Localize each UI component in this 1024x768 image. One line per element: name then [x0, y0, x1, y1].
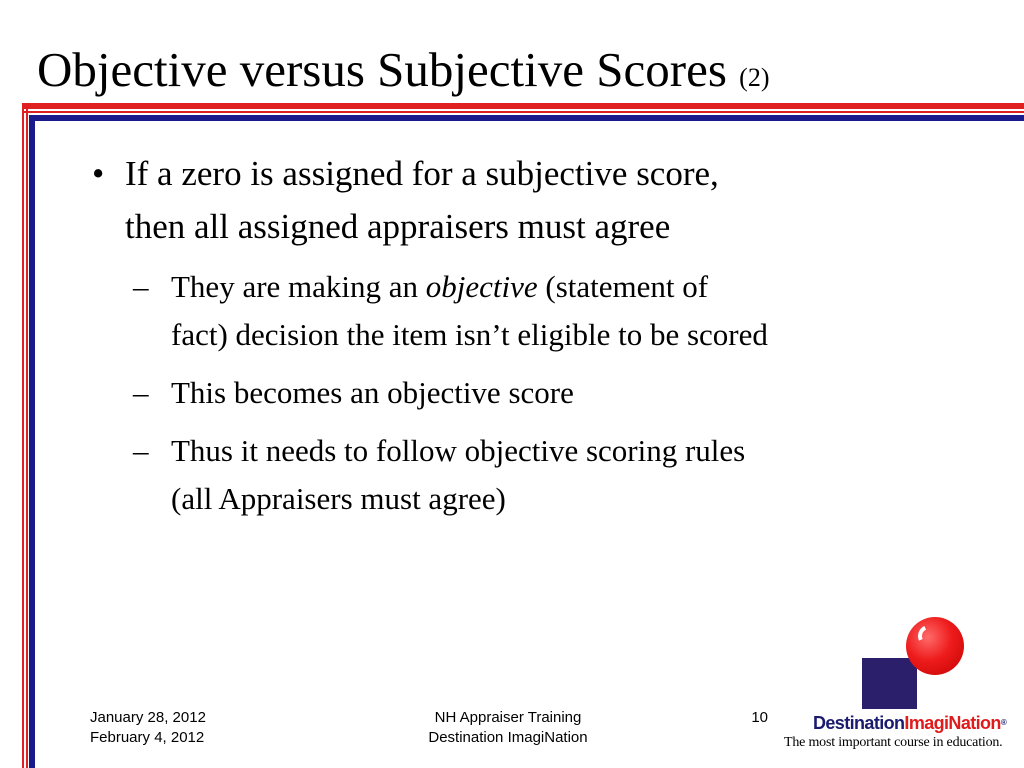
sub-bullet-3-line-1: Thus it needs to follow objective scoring rules [171, 433, 746, 468]
top-rule-red-thin [22, 111, 1024, 113]
logo-registered-mark: ® [1000, 718, 1007, 727]
sub-bullet-dash: – [133, 375, 149, 410]
sub-bullet-1-pre: They are making an [171, 269, 426, 304]
sub-bullet-1-line-1 [171, 268, 708, 305]
sub-bullet-1-emphasis: objective [425, 269, 538, 304]
bullet-dot: • [92, 154, 105, 193]
sub-bullet-1-post: (statement of [537, 269, 709, 304]
logo-square [862, 658, 917, 709]
logo-tagline: The most important course in education. [784, 735, 1003, 750]
sub-bullet-1-line-2: fact) decision the item isn’t eligible to be scored [171, 317, 768, 352]
top-rule-blue [29, 115, 1024, 121]
title-suffix: (2) [739, 63, 770, 92]
footer-center-2: Destination ImagiNation [428, 729, 588, 746]
logo-name-part2: ImagiNation [904, 713, 1001, 733]
footer-date-2: February 4, 2012 [90, 729, 205, 746]
logo-name-part1: Destination [813, 713, 905, 733]
slide-title [37, 40, 769, 108]
logo-ball [906, 617, 964, 675]
left-rule-red-thin [26, 103, 28, 768]
left-rule-blue [29, 115, 35, 768]
footer-center-1: NH Appraiser Training [434, 709, 582, 726]
footer-page-number: 10 [751, 709, 768, 726]
bullet-line-1: If a zero is assigned for a subjective score, [125, 154, 719, 193]
sub-bullet-dash: – [133, 269, 149, 304]
bullet-line-2: then all assigned appraisers must agree [125, 207, 671, 246]
left-rule-red [22, 103, 24, 768]
sub-bullet-3-line-2: (all Appraisers must agree) [171, 481, 506, 516]
sub-bullet-2-line-1: This becomes an objective score [171, 375, 574, 410]
footer-date-1: January 28, 2012 [90, 709, 206, 726]
sub-bullet-dash: – [133, 433, 149, 468]
logo-wordmark [813, 712, 1006, 734]
title-text: Objective versus Subjective Scores [37, 42, 727, 97]
top-rule-red [22, 103, 1024, 109]
